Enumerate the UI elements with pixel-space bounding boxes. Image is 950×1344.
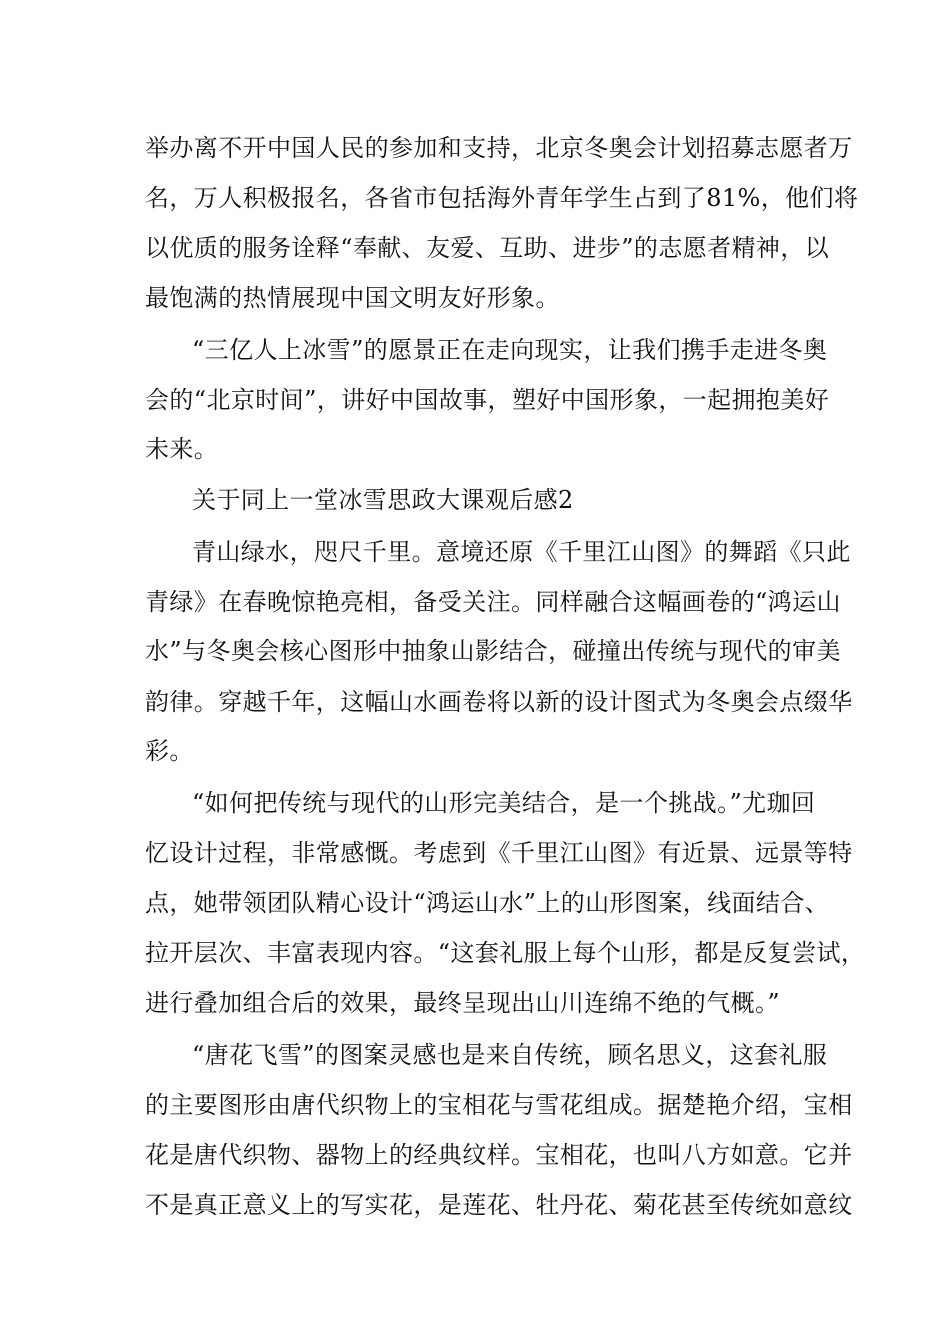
text-line: 韵律。穿越千年，这幅山水画卷将以新的设计图式为冬奥会点缀华 (145, 688, 853, 716)
paragraph-first-line: 青山绿水，咫尺千里。意境还原《千里江山图》的舞蹈《只此 (192, 538, 851, 566)
text-line: 最饱满的热情展现中国文明友好形象。 (145, 284, 560, 312)
text-line: 彩。 (145, 737, 194, 765)
paragraph-first-line: “如何把传统与现代的山形完美结合，是一个挑战。”尤珈回 (192, 789, 816, 817)
text-line: 名，万人积极报名，各省市包括海外青年学生占到了81%，他们将 (145, 184, 859, 212)
paragraph-first-line: “唐花飞雪”的图案灵感也是来自传统，顾名思义，这套礼服 (192, 1041, 828, 1069)
paragraph-first-line: “三亿人上冰雪”的愿景正在走向现实，让我们携手走进冬奥 (192, 336, 828, 364)
text-line: 忆设计过程，非常感慨。考虑到《千里江山图》有近景、远景等特 (145, 839, 853, 867)
text-line: 水”与冬奥会核心图形中抽象山影结合，碰撞出传统与现代的审美 (145, 637, 841, 665)
text-line: 举办离不开中国人民的参加和支持，北京冬奥会计划招募志愿者万 (145, 134, 853, 162)
section-heading: 关于同上一堂冰雪思政大课观后感2 (192, 486, 574, 514)
text-line: 点，她带领团队精心设计“鸿运山水”上的山形图案，线面结合、 (145, 889, 830, 917)
text-line: 的主要图形由唐代织物上的宝相花与雪花组成。据楚艳介绍，宝相 (145, 1091, 853, 1119)
text-line: 会的“北京时间”，讲好中国故事，塑好中国形象，一起拥抱美好 (145, 386, 830, 414)
text-line: 进行叠加组合后的效果，最终呈现出山川连绵不绝的气概。” (145, 989, 781, 1017)
text-line: 青绿》在春晚惊艳亮相，备受关注。同样融合这幅画卷的“鸿运山 (145, 588, 841, 616)
text-line: 以优质的服务诠释“奉献、友爱、互助、进步”的志愿者精神，以 (145, 234, 830, 262)
text-line: 花是唐代织物、器物上的经典纹样。宝相花，也叫八方如意。它并 (145, 1141, 853, 1169)
text-line: 未来。 (145, 435, 219, 463)
text-line: 拉开层次、丰富表现内容。“这套礼服上每个山形，都是反复尝试， (145, 939, 866, 967)
text-line: 不是真正意义上的写实花，是莲花、牡丹花、菊花甚至传统如意纹 (145, 1191, 853, 1219)
